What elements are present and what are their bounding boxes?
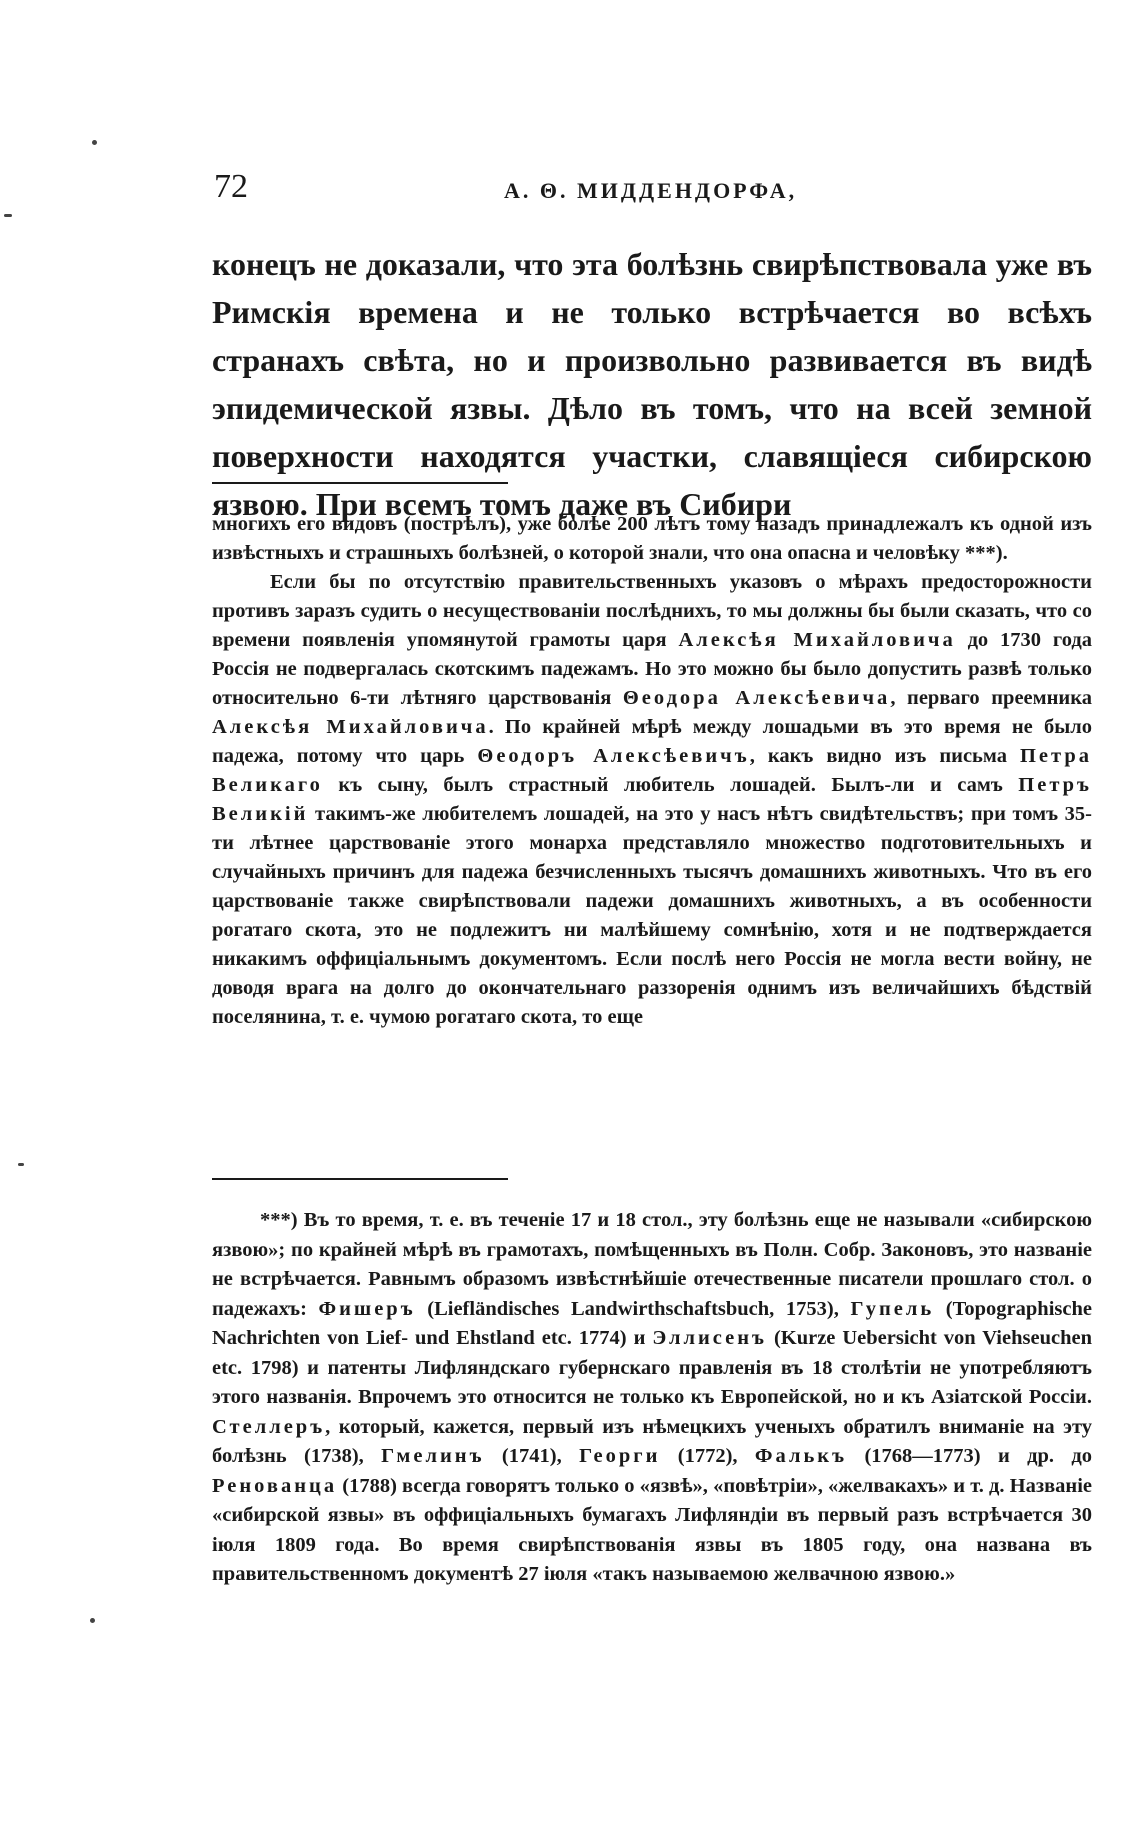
running-head: А. Θ. МИДДЕНДОРФА, <box>504 178 798 203</box>
text-run: , какъ видно изъ письма <box>749 745 1020 767</box>
text-run: , перваго преемника <box>890 687 1092 709</box>
main-text <box>212 240 1092 528</box>
text-run: (1788) всегда говорятъ только о «язвѣ», «повѣтріи», «желвакахъ» и т. д. Названіе «сибирской язвы» въ оффиціальныхъ бумагахъ Лифляндіи въ первый разъ встрѣчается 30 іюля 1809 года. Во время свирѣпствованія язвы въ 1805 году, она названа въ правительственномъ документѣ 27 іюля «такъ называемою желвачною язвою.» <box>212 1474 1092 1585</box>
person-name: Петра Великаго <box>212 745 1092 796</box>
footnote-paragraph-1: многихъ его видовъ (пострѣлъ), уже болѣе 200 лѣтъ тому назадъ принадлежалъ къ одной изъ извѣстныхъ и страшныхъ болѣзней, о которой знали, что она опасна и человѣку ***). <box>212 513 1092 564</box>
page-header <box>214 168 1094 216</box>
text-run: (Liefländisches Landwirthschaftsbuch, 1753), <box>415 1297 851 1320</box>
scan-speck <box>92 140 97 145</box>
person-name: Гмелинъ <box>381 1445 485 1467</box>
person-name: Θеодоръ Алексѣевичъ <box>477 745 750 767</box>
person-name: Стеллеръ <box>212 1415 326 1438</box>
footnote-paragraph <box>212 1206 1092 1590</box>
person-name: Эллисенъ <box>652 1327 767 1349</box>
scan-speck <box>90 1618 95 1623</box>
text-run: (1772), <box>660 1445 755 1467</box>
text-run: ***) Въ то время, т. е. въ теченіе 17 и 18 стол., эту болѣзнь еще не называли «сибирскою язвою»; по крайней мѣрѣ въ грамотахъ, помѣщенныхъ въ Полн. Собр. Законовъ, это названіе не встрѣчается. Равнымъ образомъ извѣстнѣйшіе отечественные писатели прошлаго стол. о падежахъ: <box>212 1209 1092 1320</box>
text-run: Если бы по отсутствію правительственныхъ указовъ о мѣрахъ предосторожности противъ заразъ судить о несуществованіи послѣднихъ, то мы должны бы были сказать, что со времени появленія упомянутой грамоты царя <box>212 571 1092 651</box>
text-run: (1768—1773) и др. до <box>847 1445 1092 1467</box>
text-run: . По крайней мѣрѣ между лошадьми въ это время не было падежа, потому что царь <box>212 716 1092 767</box>
footnote-paragraph-2 <box>212 568 1092 1032</box>
footnote-triple-asterisk <box>212 1206 1092 1590</box>
person-name: Фалькъ <box>754 1445 848 1467</box>
footnote-separator <box>212 482 508 484</box>
scan-speck <box>4 214 12 217</box>
text-run: къ сыну, былъ страстный любитель лошадей. Былъ-ли и самъ <box>322 774 1019 796</box>
text-run: (Topographische Nachrichten von Lief- und Ehstland etc. 1774) и <box>212 1297 1092 1349</box>
person-name: Фишеръ <box>318 1297 416 1320</box>
text-run: такимъ-же любителемъ лошадей, на это у насъ нѣтъ свидѣтельствъ; при томъ 35-ти лѣтнее царствованіе этого монарха представляло множество подготовительныхъ и случайныхъ причинъ для падежа безчисленныхъ тысячъ домашнихъ животныхъ. Что въ его царствованіе также свирѣпствовали падежи домашнихъ животныхъ, а въ особенности рогатаго скота, это не подлежитъ ни малѣйшему сомнѣнію, хотя и не подтверждается никакимъ оффиціальнымъ документомъ. Если послѣ него Россія не могла вести войну, не доводя врага на долго до окончательнаго раззоренія однимъ изъ величайшихъ бѣдствій поселянина, т. е. чумою рогатаго скота, то еще <box>212 803 1092 1028</box>
person-name: Гупель <box>850 1297 935 1320</box>
main-paragraph: конецъ не доказали, что эта болѣзнь свирѣпствовала уже въ Римскія времена и не только встрѣчается во всѣхъ странахъ свѣта, но и произвольно развивается въ видѣ эпидемической язвы. Дѣло въ томъ, что на всей земной поверхности находятся участки, славящіеся сибирскою язвою. При всемъ томъ даже въ Сибири <box>212 246 1092 522</box>
footnote-separator <box>212 1178 508 1180</box>
person-name: Алексѣя Михайловича <box>678 629 956 651</box>
person-name: Георги <box>579 1445 661 1467</box>
text-run: (Kurze Uebersicht von Viehseuchen etc. 1798) и патенты Лифляндскаго губернскаго правленія въ 18 столѣтіи не употребляютъ этого названія. Впрочемъ это относится не только къ Европейской, но и къ Азіатской Россіи. <box>212 1327 1092 1408</box>
text-run: (1741), <box>484 1445 580 1467</box>
text-run: , который, кажется, первый изъ нѣмецкихъ ученыхъ обратилъ вниманіе на эту болѣзнь (1738), <box>212 1415 1092 1467</box>
person-name: Петръ Великій <box>212 774 1092 825</box>
person-name: Алексѣя Михайловича <box>212 716 489 738</box>
scan-speck <box>18 1163 24 1166</box>
person-name: Θеодора Алексѣевича <box>622 687 891 709</box>
footnote-continuation <box>212 510 1092 1032</box>
page-number: 72 <box>214 168 248 205</box>
text-run: до 1730 года Россія не подвергалась скотскимъ падежамъ. Но это можно бы было допустить развѣ только относительно 6-ти лѣтняго царствованія <box>212 629 1092 709</box>
person-name: Ренованца <box>212 1474 338 1497</box>
